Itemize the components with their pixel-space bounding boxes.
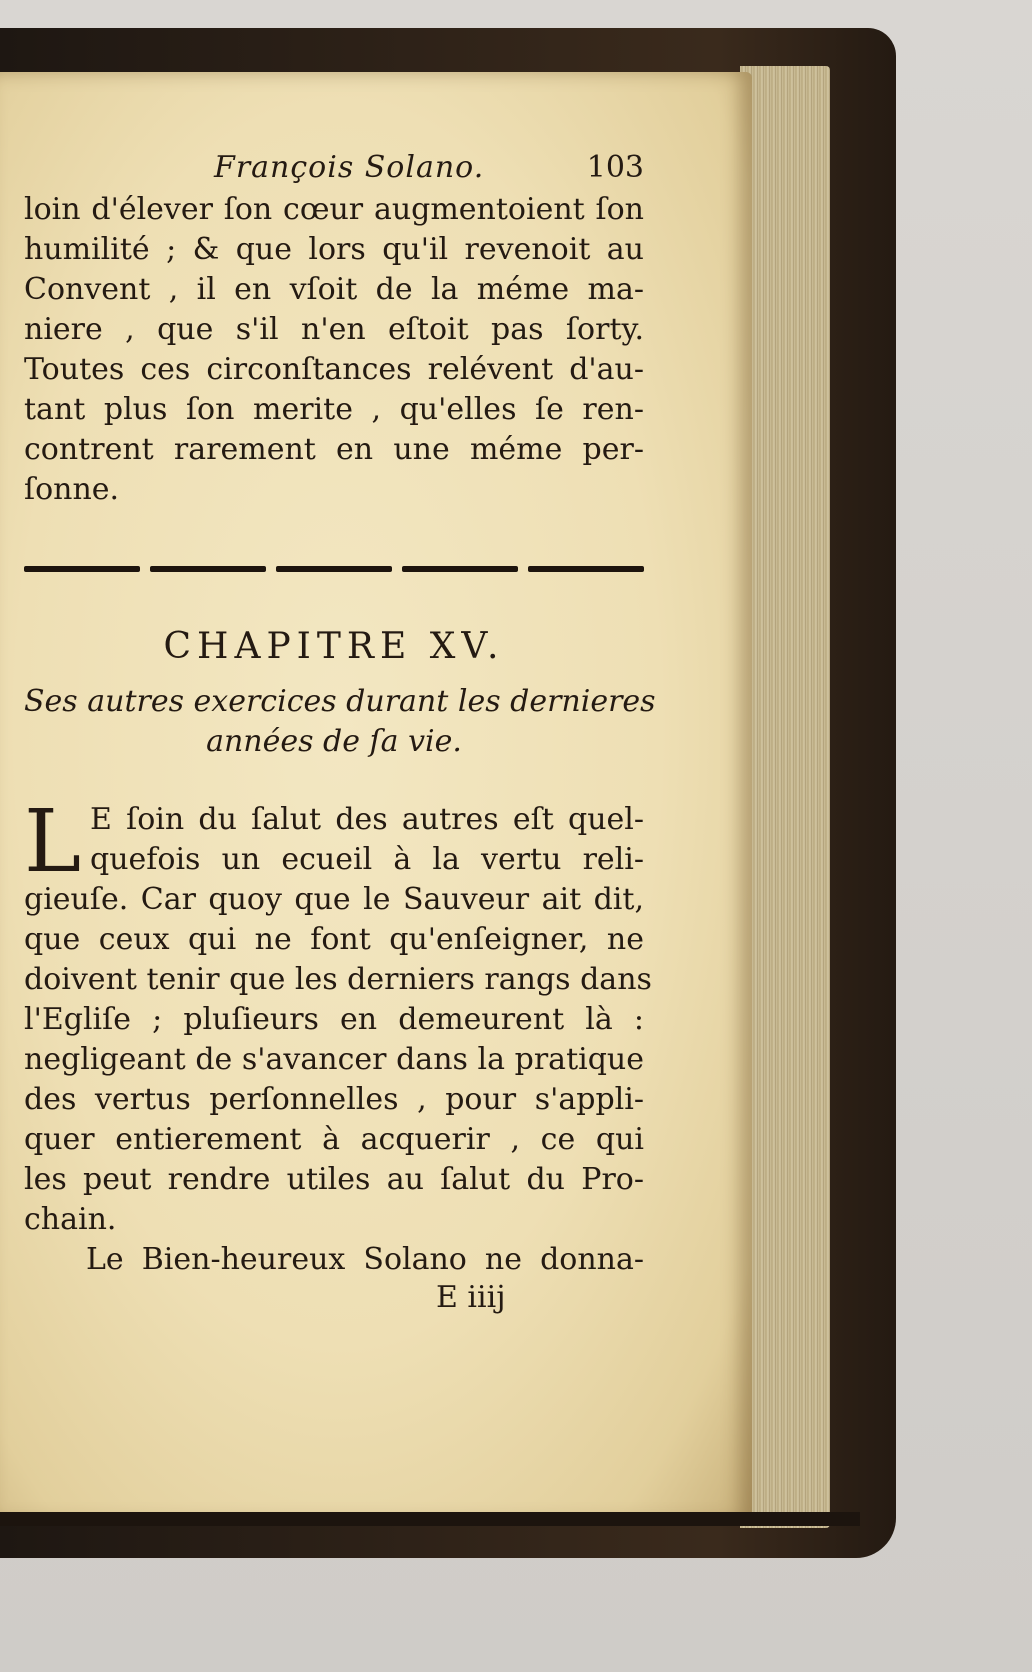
ornamental-rule — [24, 566, 644, 572]
text-line: chain. — [24, 1202, 117, 1237]
text-line: negligeant de s'avancer dans la pratique — [24, 1042, 644, 1077]
running-head — [24, 150, 644, 190]
text-line: que ceux qui ne font qu'enſeigner, ne — [24, 922, 644, 957]
subtitle-line: Ses autres exercices durant les dernieres — [24, 684, 656, 719]
text-line: niere , que s'il n'en eſtoit pas ſorty. — [24, 312, 644, 347]
text-line: l'Egliſe ; pluſieurs en demeurent là : — [24, 1002, 644, 1037]
signature-line — [24, 1280, 644, 1320]
rule-segment — [24, 566, 140, 572]
page-number: 103 — [586, 150, 644, 185]
text-line: des vertus perſonnelles , pour s'appli- — [24, 1082, 644, 1117]
chapter-heading: CHAPITRE XV. — [163, 626, 505, 667]
text-line: Toutes ces circonſtances relévent d'au- — [24, 352, 644, 387]
text-line: quefois un ecueil à la vertu reli- — [90, 842, 644, 877]
continuation-paragraph — [24, 190, 644, 510]
text-line: E ſoin du ſalut des autres eſt quel- — [90, 802, 644, 837]
chapter-paragraph — [24, 792, 652, 1240]
text-line: tant plus ſon merite , qu'elles ſe ren- — [24, 392, 644, 427]
subtitle-line: années de ſa vie. — [206, 724, 462, 759]
text-line: gieuſe. Car quoy que le Sauveur ait dit, — [24, 882, 644, 917]
text-line: contrent rarement en une méme per- — [24, 432, 644, 467]
drop-cap: L — [24, 792, 82, 892]
text-line: loin d'élever ſon cœur augmentoient ſon — [24, 192, 644, 227]
text-line: doivent tenir que les derniers rangs dans — [24, 962, 652, 997]
next-paragraph-start: Le Bien-heureux Solano ne donna- — [86, 1242, 644, 1277]
running-title: François Solano. — [214, 150, 485, 185]
rule-segment — [276, 566, 392, 572]
rule-segment — [402, 566, 518, 572]
text-line: humilité ; & que lors qu'il revenoit au — [24, 232, 644, 267]
text-line: quer entierement à acquerir , ce qui — [24, 1122, 644, 1157]
text-line: Convent , il en vſoit de la méme ma- — [24, 272, 644, 307]
rule-segment — [528, 566, 644, 572]
rule-segment — [150, 566, 266, 572]
text-line: ſonne. — [24, 472, 120, 507]
page-fore-edge — [740, 66, 830, 1528]
signature-mark: E iiij — [436, 1280, 506, 1315]
chapter-subtitle — [24, 682, 656, 762]
book-bottom-edge — [0, 1512, 860, 1526]
text-line: les peut rendre utiles au ſalut du Pro- — [24, 1162, 644, 1197]
page-text — [24, 150, 656, 1320]
